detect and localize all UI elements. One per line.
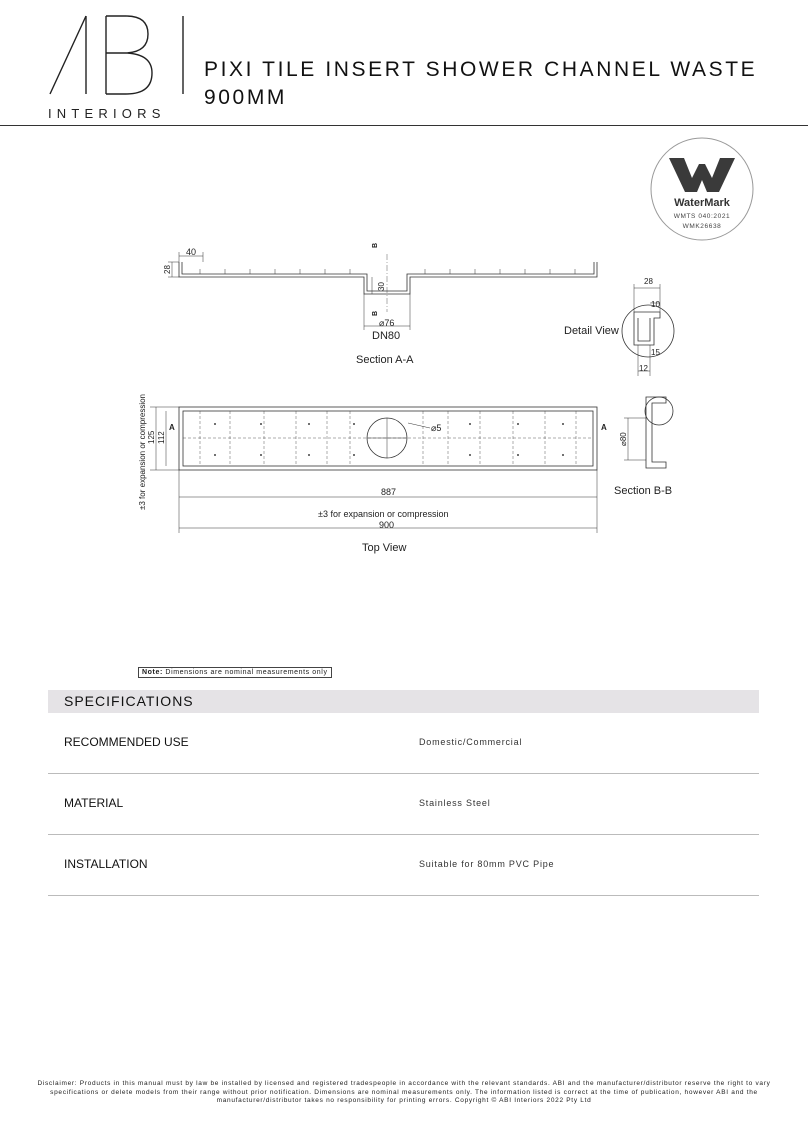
dim-125: 125 bbox=[147, 430, 156, 444]
dn80-label: DN80 bbox=[372, 330, 401, 342]
dim-112: 112 bbox=[157, 431, 166, 444]
dim-28-aa: 28 bbox=[163, 265, 172, 274]
spec-divider bbox=[48, 834, 759, 835]
title-line2: 900MM bbox=[204, 86, 288, 109]
spec-label-material: MATERIAL bbox=[64, 796, 124, 810]
spec-value-installation: Suitable for 80mm PVC Pipe bbox=[419, 859, 555, 869]
spec-value-material: Stainless Steel bbox=[419, 798, 491, 808]
dim-76: ⌀76 bbox=[379, 318, 395, 328]
tolerance-horizontal: ±3 for expansion or compression bbox=[318, 509, 449, 519]
spec-label-recommended-use: RECOMMENDED USE bbox=[64, 735, 189, 749]
dim-80: ⌀80 bbox=[619, 432, 628, 446]
tolerance-vertical: ±3 for expansion or compression bbox=[138, 393, 147, 510]
section-bb-view bbox=[624, 397, 673, 468]
dim-5: ⌀5 bbox=[431, 423, 442, 433]
detail-view bbox=[622, 284, 674, 376]
dim-30: 30 bbox=[377, 282, 386, 291]
spec-divider bbox=[48, 895, 759, 896]
top-view-fixing-points bbox=[214, 423, 564, 456]
dim-12: 12 bbox=[639, 364, 648, 373]
disclaimer-text: Disclaimer: Products in this manual must by law be installed by licensed and registered tradespeople in accordance with the relevant standards. ABI and the manufacturer/distributor reserve the right to vary specifications or delete models from their range without prior notification. Dimensions are nominal measurements only. The information listed is correct at the time of publication, however ABI and the manufacturer/distributor takes no responsibility for printing errors. Copyright © ABI Interiors 2022 Pty Ltd bbox=[37, 1080, 771, 1104]
specifications-title: SPECIFICATIONS bbox=[64, 693, 194, 709]
spec-value-recommended-use: Domestic/Commercial bbox=[419, 737, 523, 747]
watermark-licence: WMK26638 bbox=[682, 223, 722, 230]
spec-divider bbox=[48, 773, 759, 774]
dim-10: 10 bbox=[651, 300, 660, 309]
dim-40: 40 bbox=[186, 247, 197, 257]
watermark-standard: WMTS 040:2021 bbox=[673, 213, 731, 220]
title-line1: PIXI TILE INSERT SHOWER CHANNEL WASTE bbox=[204, 58, 758, 81]
dim-28-detail: 28 bbox=[644, 277, 653, 286]
section-bb-label: Section B-B bbox=[614, 485, 673, 497]
top-view-label: Top View bbox=[362, 542, 407, 554]
dim-887: 887 bbox=[381, 487, 397, 497]
label-b-bottom: B bbox=[372, 310, 379, 316]
section-aa-label: Section A-A bbox=[356, 354, 414, 366]
dim-900: 900 bbox=[379, 520, 395, 530]
watermark-name: WaterMark bbox=[674, 197, 730, 209]
logo-interiors: INTERIORS bbox=[48, 106, 166, 121]
detail-view-label: Detail View bbox=[564, 325, 619, 337]
dim-15: 15 bbox=[651, 348, 660, 357]
label-b-top: B bbox=[372, 242, 379, 248]
dimensions-note: Note: Dimensions are nominal measurements only bbox=[138, 667, 332, 678]
label-a-left: A bbox=[169, 423, 175, 432]
spec-label-installation: INSTALLATION bbox=[64, 857, 148, 871]
label-a-right: A bbox=[601, 423, 607, 432]
